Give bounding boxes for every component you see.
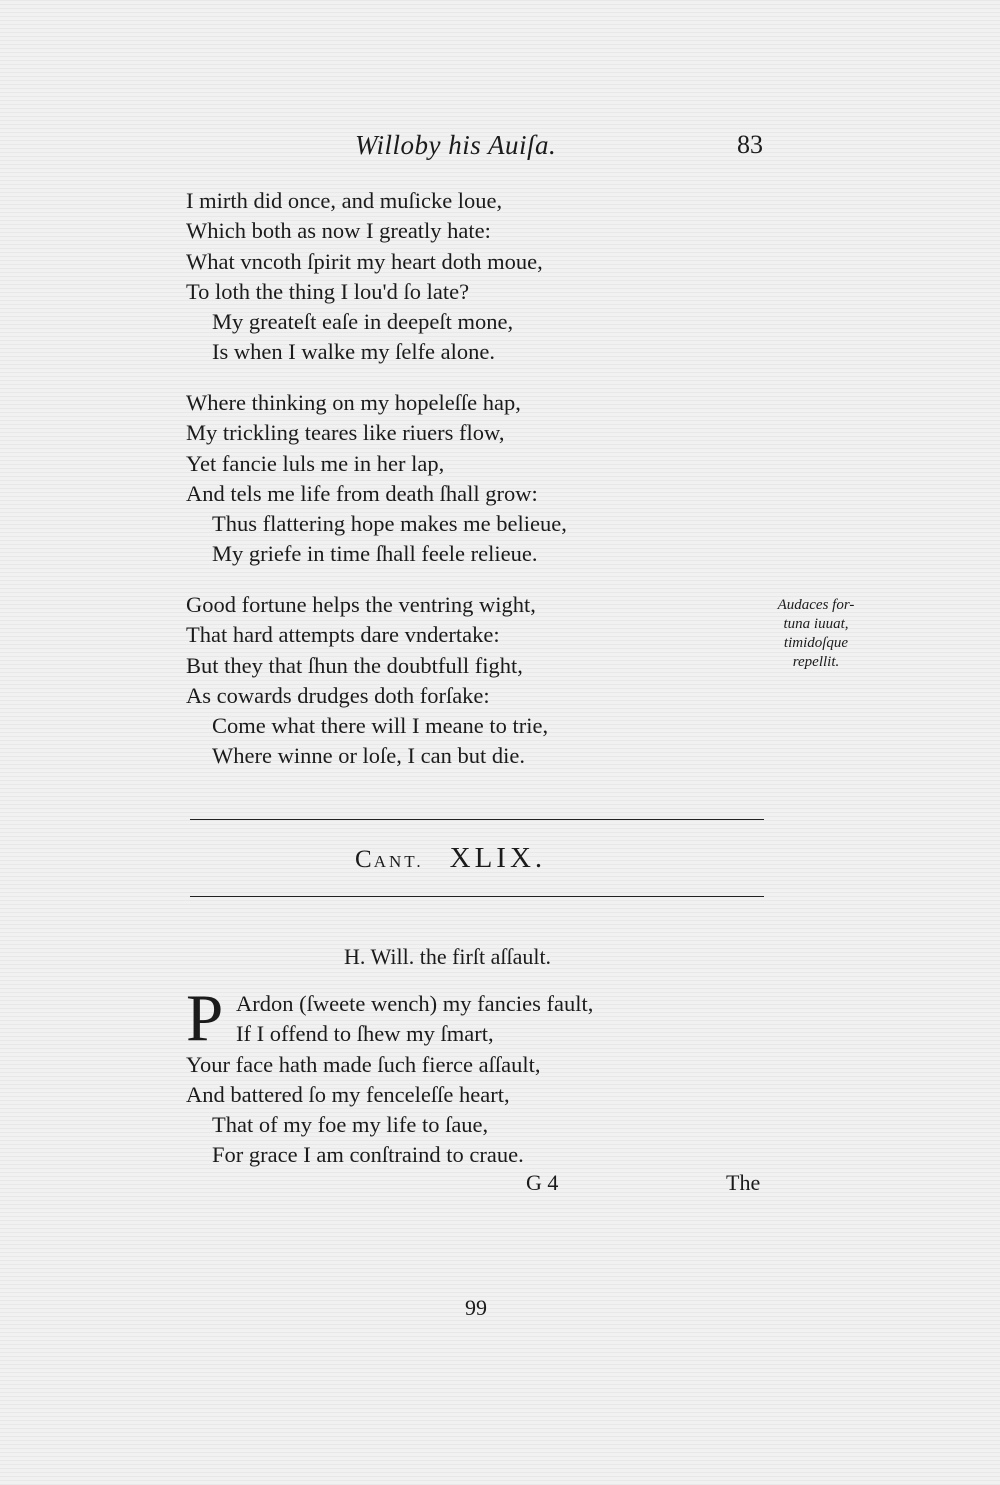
verse-line: Your face hath made ſuch fierce aſſault, [186, 1051, 541, 1077]
verse-line: For grace I am conſtraind to craue. [212, 1142, 524, 1168]
canto-number: XLIX. [449, 842, 547, 874]
canto-heading [355, 842, 546, 875]
verse-line: I mirth did once, and muſicke loue, [186, 188, 503, 213]
marginal-note-line: tuna iuuat, [783, 616, 849, 632]
verse-line: To loth the thing I lou'd ſo late? [186, 278, 470, 304]
marginal-note [762, 596, 870, 672]
stanza-2 [186, 388, 567, 570]
rule-bottom [190, 896, 764, 897]
verse-line: That hard attempts dare vndertake: [186, 622, 500, 648]
verse-line: Where thinking on my hopeleſſe hap, [186, 390, 521, 415]
running-title: Willoby his Auiſa. [355, 130, 557, 160]
verse-line: My greateſt eaſe in deepeſt mone, [212, 309, 514, 335]
verse-line: Ardon (ſweete wench) my fancies fault, [236, 991, 594, 1016]
verse-line: And tels me life from death ſhall grow: [186, 480, 538, 506]
marginal-note-line: repellit. [792, 654, 840, 670]
marginal-note-line: timidoſque [783, 635, 849, 651]
stanza-4 [186, 989, 593, 1171]
subheading: H. Will. the firſt aſſault. [344, 944, 552, 969]
verse-line: If I offend to ſhew my ſmart, [236, 1021, 494, 1047]
verse-line: And battered ſo my fenceleſſe heart, [186, 1081, 510, 1107]
verse-line: Yet fancie luls me in her lap, [186, 450, 445, 476]
folio-number: 99 [465, 1295, 487, 1320]
page-number: 83 [737, 130, 763, 159]
drop-cap: P [186, 981, 224, 1055]
stanza-1 [186, 186, 543, 368]
rule-top [190, 819, 764, 820]
marginal-note-line: Audaces for- [777, 597, 855, 613]
catchword: The [726, 1170, 761, 1195]
verse-line: Thus flattering hope makes me belieue, [212, 511, 567, 537]
signature-mark: G 4 [526, 1170, 559, 1195]
verse-line: Is when I walke my ſelfe alone. [212, 339, 496, 365]
verse-line: But they that ſhun the doubtfull fight, [186, 652, 523, 678]
canto-initial: C [355, 846, 374, 873]
verse-line: As cowards drudges doth forſake: [186, 682, 490, 708]
verse-line: That of my foe my life to ſaue, [212, 1112, 489, 1138]
stanza-3 [186, 590, 548, 772]
canto-label: ANT. [373, 852, 424, 871]
verse-line: What vncoth ſpirit my heart doth moue, [186, 248, 543, 274]
verse-line: Which both as now I greatly hate: [186, 218, 491, 244]
verse-line: My griefe in time ſhall feele relieue. [212, 541, 538, 567]
verse-line: My trickling teares like riuers flow, [186, 420, 505, 446]
verse-line: Good fortune helps the ventring wight, [186, 592, 536, 617]
verse-line: Come what there will I meane to trie, [212, 713, 549, 739]
verse-line: Where winne or loſe, I can but die. [212, 743, 526, 769]
